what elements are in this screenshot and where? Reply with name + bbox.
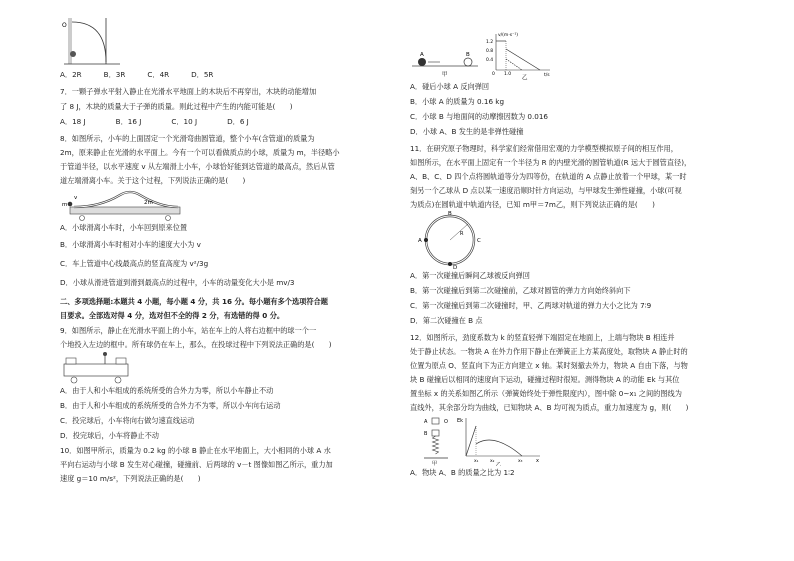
q9-line-1: 9．如图所示，静止在光滑水平面上的小车，站在车上的人将右边框中的球一个一: [60, 326, 317, 335]
label-O: O: [62, 22, 67, 29]
q6-options: [60, 70, 356, 79]
q8-line-4: 道左端滑离小车。关于这个过程，下列说法正确的是( ): [60, 176, 246, 185]
question-11: [410, 144, 740, 325]
label-B: B: [424, 431, 428, 437]
q11-option-b[interactable]: B．第一次碰撞后到第二次碰撞前，乙球对圆管的弹力方向始终斜向下: [410, 286, 631, 295]
q8-diagram: [60, 187, 200, 221]
block-a: [432, 418, 439, 424]
q12-line-1: 12．如图所示，劲度系数为 k 的竖直轻弹下端固定在地面上，上端与物块 B 相连并: [410, 333, 675, 342]
q12-line-3: 位置为原点 O、竖直向下为正方向建立 x 轴。某时刻撤去外力，物块 A 自由下落，与物: [410, 361, 688, 370]
section-line-1: 二、多项选择题:本题共 4 小题，每小题 4 分，共 16 分。每小题有多个选项符合题: [60, 297, 328, 306]
right-column: [410, 30, 740, 477]
label-D: D: [453, 265, 458, 269]
section-heading: [60, 297, 356, 320]
q11-diagram: [410, 211, 490, 269]
q7-option-a[interactable]: A．18 J: [60, 117, 86, 126]
q10-options: [410, 82, 740, 136]
question-12: [410, 333, 740, 477]
q8-option-c[interactable]: C．车上管道中心线最高点的竖直高度为 v²/3g: [60, 259, 209, 268]
q10-line-3: 速度 g＝10 m/s²，下列说法正确的是( ): [60, 474, 201, 483]
q6-option-a[interactable]: A．2R: [60, 70, 82, 79]
q12-figure: [410, 414, 740, 466]
wheel-left: [80, 216, 85, 221]
q7-options: [60, 117, 356, 126]
q8-option-d[interactable]: D．小球从滑进管道到滑到最高点的过程中，小车的动量变化大小是 mv/3: [60, 278, 295, 287]
q8-line-3: 于管道半径，以水平速度 v 从左端滑上小车，小球恰好能到达管道的最高点，然后从管: [60, 162, 335, 171]
q6-diagram: [60, 14, 140, 68]
q10-option-c[interactable]: C．小球 B 与地面间的动摩擦因数为 0.016: [410, 112, 549, 121]
right-box: [116, 358, 126, 364]
q8-option-a[interactable]: A．小球滑离小车时，小车回到原来位置: [60, 223, 188, 232]
q10-diagram: [410, 30, 560, 80]
ball-a: [418, 58, 426, 66]
q7-line-2: 了 8 J，木块的质量大于子弹的质量。则此过程中产生的内能可能是( ): [60, 102, 293, 111]
spring: [433, 436, 439, 454]
q11-line-1: 11．在研究原子物理时，科学家们经常借用宏观的力学模型模拟原子间的相互作用，: [410, 144, 678, 153]
tick-1-2: 1.2: [486, 40, 494, 45]
q10-line-1: 10．如图甲所示，质量为 0.2 kg 的小球 B 静止在水平地面上，大小相同的小球 A 水: [60, 446, 331, 455]
q7-line-1: 7．一颗子弹水平射入静止在光滑水平地面上的木块后不再穿出，木块的动能增加: [60, 87, 317, 96]
label-A: A: [418, 238, 422, 244]
line-b-after: [506, 49, 540, 70]
tick-x1: x₁: [474, 459, 479, 464]
q9-option-c[interactable]: C．投完球后，小车将向右做匀速直线运动: [60, 416, 195, 425]
label-m: m: [62, 202, 68, 208]
q6-option-c[interactable]: C．4R: [147, 70, 170, 79]
q11-line-2: 如图所示，在水平面上固定有一个半径为 R 的内壁光滑的圆管轨道(R 远大于圆管直径)，: [410, 158, 692, 167]
cart: [64, 364, 128, 376]
q9-diagram: [60, 350, 140, 384]
line-a-after: [506, 59, 522, 70]
ball: [70, 51, 76, 57]
q10-figure: [410, 30, 740, 80]
q11-line-3: A、B、C、D 四个点将圆轨道等分为四等份，在轨道的 A 点静止放着一个甲球，某一时: [410, 172, 687, 181]
q10-option-b[interactable]: B．小球 A 的质量为 0.16 kg: [410, 97, 505, 106]
label-A: A: [424, 419, 428, 425]
q8-figure: [60, 187, 356, 221]
block-b: [432, 430, 439, 436]
q9-option-d[interactable]: D．投完球后，小车将静止不动: [60, 431, 159, 440]
q11-line-5: 为质点)在圆轨道中轨道内径，已知 m甲＝7m乙，则下列说法正确的是( ): [410, 200, 655, 209]
label-C: C: [477, 238, 481, 244]
label-b: B: [466, 52, 470, 58]
label-2m: 2m: [144, 200, 153, 206]
caption-yi: 乙: [496, 462, 502, 466]
q9-option-a[interactable]: A．由于人和小车组成的系统所受的合外力为零，所以小车静止不动: [60, 386, 274, 395]
wall: [68, 18, 72, 64]
q10-option-a[interactable]: A．碰后小球 A 反向弹回: [410, 82, 490, 91]
tick-0-4: 0.4: [486, 58, 494, 63]
q12-line-4: 块 B 碰撞后以相同的速度向下运动，碰撞过程时很短。测得物块 A 的动能 Ek 与其位: [410, 375, 680, 384]
q9-option-b[interactable]: B．由于人和小车组成的系统所受的合外力不为零，所以小车向右运动: [60, 401, 281, 410]
q12-option-a[interactable]: A．物块 A、B 的质量之比为 1∶2: [410, 468, 515, 477]
tick-0-8: 0.8: [486, 49, 494, 54]
q9-line-2: 个地投入左边的框中。所有球仍在车上，那么，在投球过程中下列说法正确的是( ): [60, 340, 332, 349]
v-axis-label: v/(m·s⁻¹): [498, 33, 519, 38]
q8-line-2: 2m，原来静止在光滑的水平面上。今有一个可以看做质点的小球，质量为 m，半径略小: [60, 148, 340, 157]
t-axis-label: t/s: [544, 73, 550, 78]
question-9: [60, 326, 356, 440]
q12-line-6: 直线外，其余部分均为曲线，已知物块 A、B 均可视为质点，重力加速度为 g，则( ): [410, 403, 689, 412]
tick-0: 0: [492, 72, 495, 77]
ball-yi: [448, 262, 452, 266]
q6-figure: [60, 14, 356, 68]
q11-option-c[interactable]: C．第一次碰撞后到第二次碰撞时，甲、乙两球对轨道的弹力大小之比为 7∶9: [410, 301, 652, 310]
q6-option-b[interactable]: B．3R: [103, 70, 126, 79]
label-v: v: [74, 195, 78, 201]
q8-option-b[interactable]: B．小球滑离小车时相对小车的速度大小为 v: [60, 240, 201, 249]
q10-option-d[interactable]: D．小球 A、B 发生的是非弹性碰撞: [410, 127, 524, 136]
tick-1-0: 1.0: [504, 72, 512, 77]
q11-line-4: 刻另一个乙球从 D 点以某一速度沿顺时针方向运动，与甲球发生弹性碰撞，小球(可视: [410, 186, 682, 195]
q11-option-a[interactable]: A．第一次碰撞后瞬间乙球被反向弹回: [410, 271, 530, 280]
label-a: A: [420, 52, 424, 58]
wheel-right: [115, 377, 121, 383]
q6-option-d[interactable]: D．5R: [191, 70, 214, 79]
q12-diagram: [410, 414, 560, 466]
label-R: R: [460, 231, 464, 237]
left-box: [66, 358, 76, 364]
radius-line: [450, 224, 468, 240]
q10-line-2: 平向右运动与小球 B 发生对心碰撞，碰撞前、后两球的 v－t 图像如图乙所示，重力加: [60, 460, 333, 469]
label-B: B: [448, 211, 452, 217]
q11-option-d[interactable]: D．第二次碰撞在 B 点: [410, 316, 483, 325]
x-axis-label: x: [536, 458, 539, 464]
wheel-left: [71, 377, 77, 383]
small-ball: [68, 202, 73, 207]
q7-option-d[interactable]: D．6 J: [227, 117, 249, 126]
ball-jia: [424, 238, 428, 242]
q12-line-2: 处于静止状态。一物块 A 在外力作用下静止在弹簧正上方某高度处，取物块 A 静止时的: [410, 347, 688, 356]
caption-jia: 甲: [442, 72, 448, 78]
caption-yi: 乙: [522, 75, 528, 80]
tick-x3: x₃: [518, 459, 523, 464]
ek-axis-label: Ek: [457, 418, 464, 424]
person-head: [103, 352, 107, 356]
section-line-2: 目要求。全部选对得 4 分，选对但不全的得 2 分，有选错的得 0 分。: [60, 311, 285, 320]
cart-body: [70, 207, 180, 214]
ek-curve: [476, 440, 522, 456]
q8-line-1: 8．如图所示，小车的上面固定一个光滑弯曲圆管道，整个小车(含管道)的质量为: [60, 134, 315, 143]
arc-track: [72, 22, 106, 62]
q12-line-5: 置坐标 x 的关系如图乙所示（弹簧始终处于弹性限度内），图中除 0~x₁ 之间的图线为: [410, 389, 682, 398]
q7-option-c[interactable]: C．10 J: [171, 117, 198, 126]
wheel-right: [166, 216, 171, 221]
ek-line-segment: [466, 426, 476, 456]
question-8: [60, 134, 356, 287]
ball-b: [464, 58, 472, 66]
tick-x2: x₂: [490, 459, 495, 464]
label-O: O: [444, 419, 448, 425]
q9-figure: [60, 350, 356, 384]
question-7: [60, 87, 356, 126]
left-column: [60, 14, 356, 483]
question-10: [60, 446, 356, 483]
q7-option-b[interactable]: B．16 J: [115, 117, 142, 126]
caption-jia: 甲: [432, 461, 438, 466]
q11-figure: [410, 211, 740, 269]
